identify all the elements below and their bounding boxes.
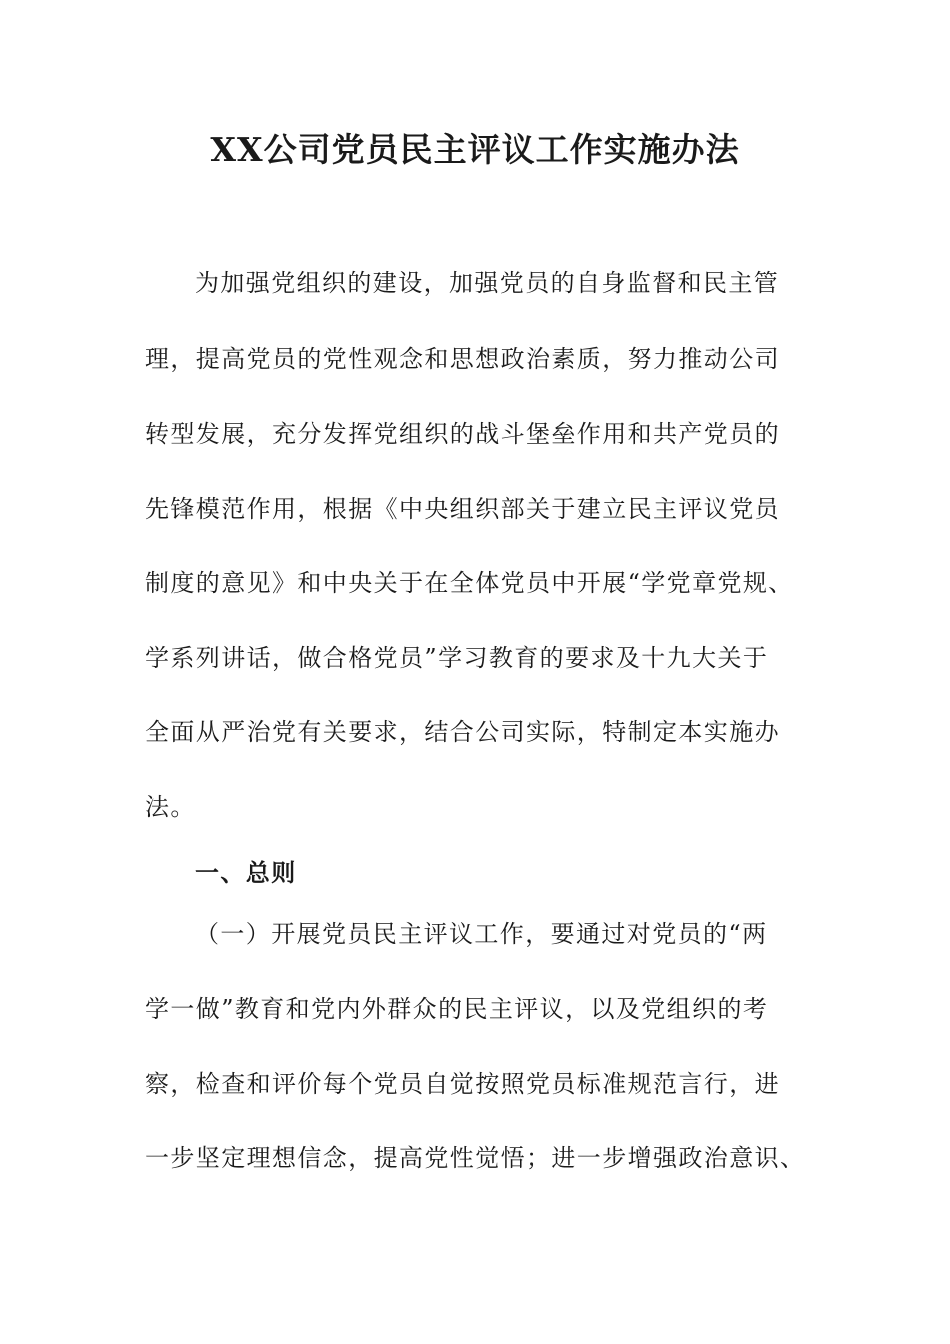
paragraph-line: 学系列讲话，做合格党员”学习教育的要求及十九大关于 — [145, 644, 769, 672]
paragraph-line: 全面从严治党有关要求，结合公司实际，特制定本实施办 — [145, 718, 780, 746]
paragraph-line: 为加强党组织的建设，加强党员的自身监督和民主管 — [195, 269, 780, 297]
paragraph-line: （一）开展党员民主评议工作，要通过对党员的“两 — [195, 920, 768, 948]
paragraph-line: 察，检查和评价每个党员自觉按照党员标准规范言行，进 — [145, 1070, 780, 1098]
paragraph-line: 学一做”教育和党内外群众的民主评议，以及党组织的考 — [145, 995, 769, 1023]
paragraph-line: 先锋模范作用，根据《中央组织部关于建立民主评议党员 — [145, 495, 780, 523]
paragraph-line: 一步坚定理想信念，提高党性觉悟；进一步增强政治意识、 — [145, 1144, 806, 1172]
paragraph-line: 理，提高党员的党性观念和思想政治素质，努力推动公司 — [145, 345, 780, 373]
document-title: XX公司党员民主评议工作实施办法 — [210, 130, 740, 169]
paragraph-line: 制度的意见》和中央关于在全体党员中开展“学党章党规、 — [145, 569, 794, 597]
section-heading: 一、总则 — [195, 858, 297, 887]
paragraph-line: 法。 — [145, 793, 196, 821]
paragraph-line: 转型发展，充分发挥党组织的战斗堡垒作用和共产党员的 — [145, 420, 780, 448]
